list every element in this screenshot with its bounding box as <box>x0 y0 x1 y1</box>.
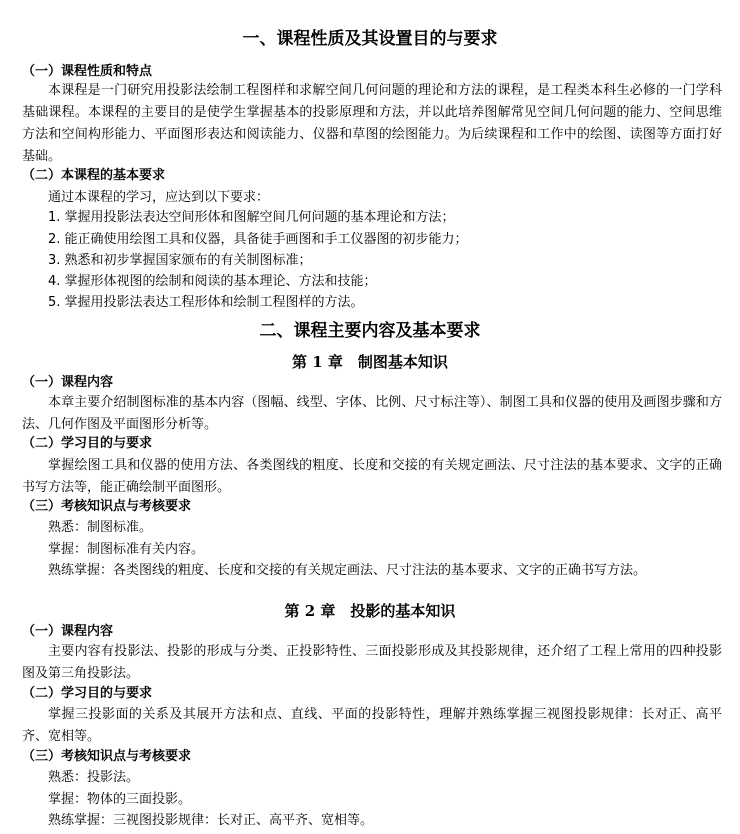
requirement-item: 2. 能正确使用绘图工具和仪器，具备徒手画图和手工仪器图的初步能力； <box>48 232 468 247</box>
ch1-content-title: （一）课程内容 <box>22 375 114 390</box>
course-nature-paragraph: 本课程是一门研究用投影法绘制工程图样和求解空间几何问题的理论和方法的课程，是工程类本科生必修的一门学科基础课程。本课程的主要目的是使学生掌握基本的投影原理和方法，并以此培养图解常见空间几何问题的能力、空间思维方法和空间构形能力、平面图形表达和阅读能力、仪器和草图的绘图能力。为后续课程和工作中的绘图、读图等方面打好基础。 <box>22 83 722 164</box>
ch1-goal-title: （二）学习目的与要求 <box>22 436 153 451</box>
ch2-exam-item: 掌握：物体的三面投影。 <box>48 792 192 807</box>
ch2-content-paragraph: 主要内容有投影法、投影的形成与分类、正投影特性、三面投影形成及其投影规律，还介绍了工程上常用的四种投影图及第三角投影法。 <box>22 644 722 681</box>
section-heading-2: 二、课程主要内容及基本要求 <box>259 321 481 341</box>
ch2-exam-item: 熟练掌握：三视图投影规律：长对正、高平齐、宽相等。 <box>48 813 374 828</box>
chapter-2-title: 第 2 章 投影的基本知识 <box>284 602 456 620</box>
ch2-exam-item: 熟悉：投影法。 <box>48 770 140 785</box>
requirement-item: 5. 掌握用投影法表达工程形体和绘制工程图样的方法。 <box>48 295 364 310</box>
chapter-1-title: 第 1 章 制图基本知识 <box>292 353 448 371</box>
ch1-content-paragraph: 本章主要介绍制图标准的基本内容（图幅、线型、字体、比例、尺寸标注等）、制图工具和仪器的使用及画图步骤和方法、几何作图及平面图形分析等。 <box>22 395 722 432</box>
ch1-exam-item: 熟悉：制图标准。 <box>48 520 153 535</box>
ch1-exam-item: 掌握：制图标准有关内容。 <box>48 542 205 557</box>
requirement-item: 4. 掌握形体视图的绘制和阅读的基本理论、方法和技能； <box>48 274 377 289</box>
ch2-exam-title: （三）考核知识点与考核要求 <box>22 749 192 764</box>
requirement-item: 3. 熟悉和初步掌握国家颁布的有关制图标准； <box>48 253 312 268</box>
ch2-goal-title: （二）学习目的与要求 <box>22 686 153 701</box>
ch1-goal-paragraph: 掌握绘图工具和仪器的使用方法、各类图线的粗度、长度和交接的有关规定画法、尺寸注法的基本要求、文字的正确书写方法等，能正确绘制平面图形。 <box>22 458 722 495</box>
ch2-goal-paragraph: 掌握三投影面的关系及其展开方法和点、直线、平面的投影特性，理解并熟练掌握三视图投影规律：长对正、高平齐、宽相等。 <box>22 707 722 744</box>
ch1-exam-title: （三）考核知识点与考核要求 <box>22 499 192 514</box>
requirement-item: 1. 掌握用投影法表达空间形体和图解空间几何问题的基本理论和方法； <box>48 210 455 225</box>
requirements-intro: 通过本课程的学习，应达到以下要求： <box>48 190 270 205</box>
subsection-title-basic-requirements: （二）本课程的基本要求 <box>22 168 166 183</box>
ch1-exam-item: 熟练掌握：各类图线的粗度、长度和交接的有关规定画法、尺寸注法的基本要求、文字的正确书写方法。 <box>48 563 647 578</box>
subsection-title-course-nature: （一）课程性质和特点 <box>22 64 153 79</box>
ch2-content-title: （一）课程内容 <box>22 624 114 639</box>
section-heading-1: 一、课程性质及其设置目的与要求 <box>242 29 498 49</box>
